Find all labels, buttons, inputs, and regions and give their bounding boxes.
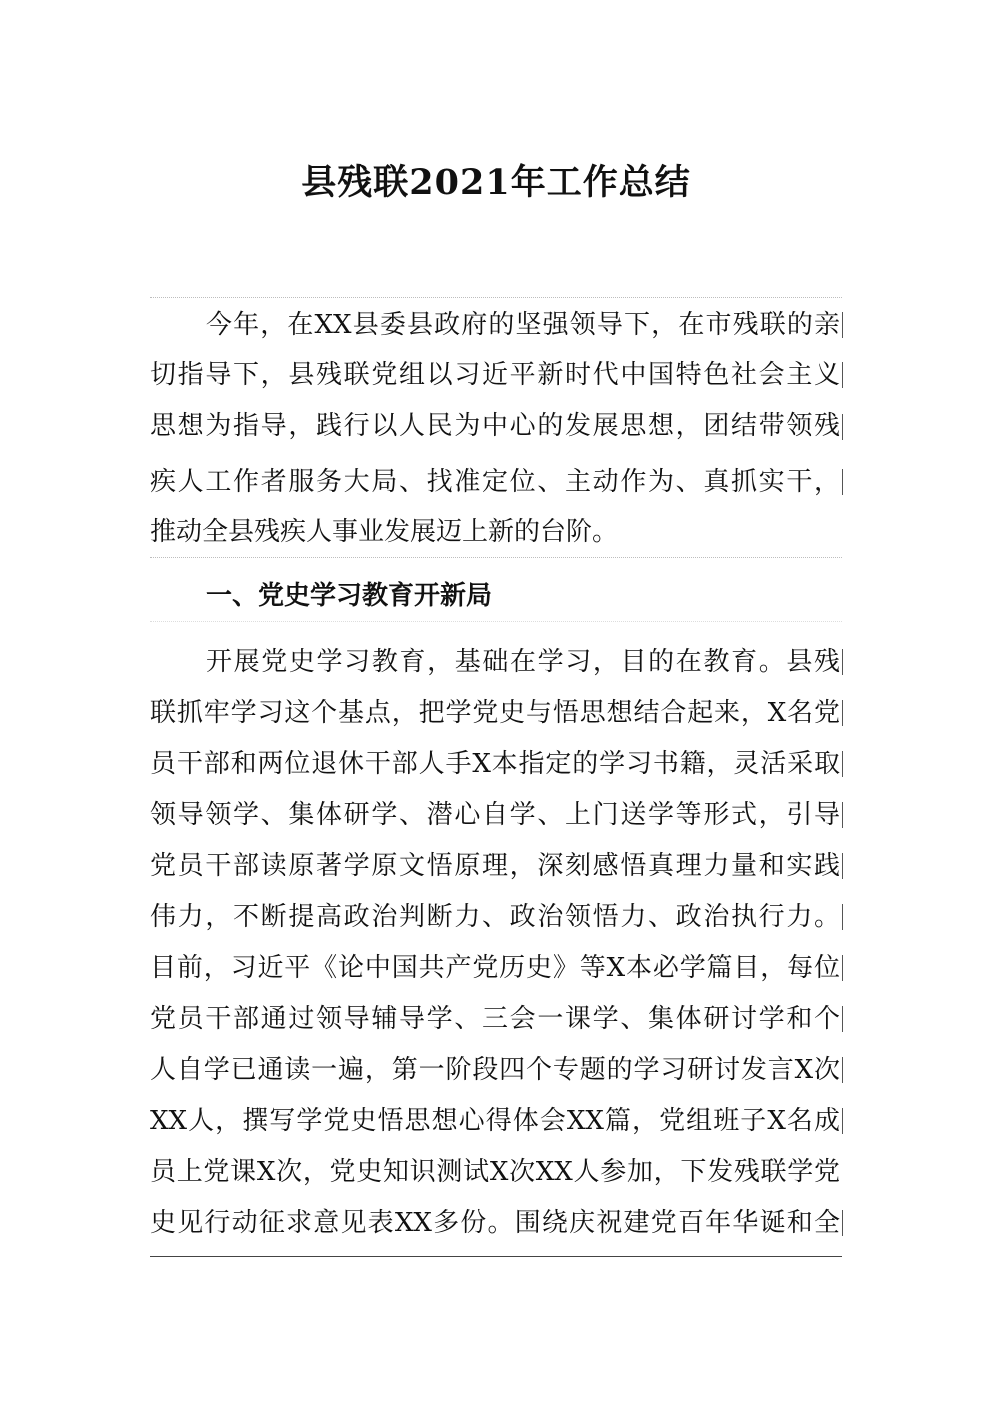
line-end-marker xyxy=(842,1108,843,1134)
line-end-marker xyxy=(842,751,843,777)
line-end-marker xyxy=(842,312,843,338)
line-end-marker xyxy=(842,904,843,930)
intro-line: 思想为指导，践行以人民为中心的发展思想，团结带领残 xyxy=(150,411,840,441)
line-end-marker xyxy=(842,469,843,495)
intro-bottom-rule xyxy=(150,557,842,558)
body-line: 联抓牢学习这个基点，把学党史与悟思想结合起来，X名党 xyxy=(150,698,840,728)
line-end-marker xyxy=(842,802,843,828)
body-line: 开展党史学习教育，基础在学习，目的在教育。县残 xyxy=(206,647,840,677)
body-line: 党员干部读原著学原文悟原理，深刻感悟真理力量和实践 xyxy=(150,851,840,881)
body-line: 史见行动征求意见表XX多份。围绕庆祝建党百年华诞和全 xyxy=(150,1208,840,1238)
line-end-marker xyxy=(842,362,843,388)
line-end-marker xyxy=(842,1057,843,1083)
intro-line: 推动全县残疾人事业发展迈上新的台阶。 xyxy=(150,517,619,547)
body-line: 伟力，不断提高政治判断力、政治领悟力、政治执行力。 xyxy=(150,902,840,932)
line-end-marker xyxy=(842,1006,843,1032)
body-line: 员上党课X次，党史知识测试X次XX人参加，下发残联学党 xyxy=(150,1157,840,1187)
body-line: 员干部和两位退休干部人手X本指定的学习书籍，灵活采取 xyxy=(150,749,840,779)
body-line: XX人，撰写学党史悟思想心得体会XX篇，党组班子X名成 xyxy=(150,1106,840,1136)
intro-line: 切指导下，县残联党组以习近平新时代中国特色社会主义 xyxy=(150,360,840,390)
body-line: 人自学已通读一遍，第一阶段四个专题的学习研讨发言X次 xyxy=(150,1055,840,1085)
body-line: 目前，习近平《论中国共产党历史》等X本必学篇目，每位 xyxy=(150,953,840,983)
line-end-marker xyxy=(842,649,843,675)
line-end-marker xyxy=(842,853,843,879)
section-heading: 一、党史学习教育开新局 xyxy=(206,581,493,611)
body-line: 领导领学、集体研学、潜心自学、上门送学等形式，引导 xyxy=(150,800,840,830)
intro-line: 疾人工作者服务大局、找准定位、主动作为、真抓实干， xyxy=(150,467,840,497)
line-end-marker xyxy=(842,1210,843,1236)
line-end-marker xyxy=(842,955,843,981)
heading-bottom-rule xyxy=(150,621,842,622)
body-line: 党员干部通过领导辅导学、三会一课学、集体研讨学和个 xyxy=(150,1004,840,1034)
page-bottom-rule xyxy=(150,1256,842,1257)
intro-top-rule xyxy=(150,297,842,298)
document-title: 县残联2021年工作总结 xyxy=(301,162,691,203)
line-end-marker xyxy=(842,700,843,726)
line-end-marker xyxy=(842,414,843,440)
intro-line: 今年，在XX县委县政府的坚强领导下，在市残联的亲 xyxy=(206,310,840,340)
